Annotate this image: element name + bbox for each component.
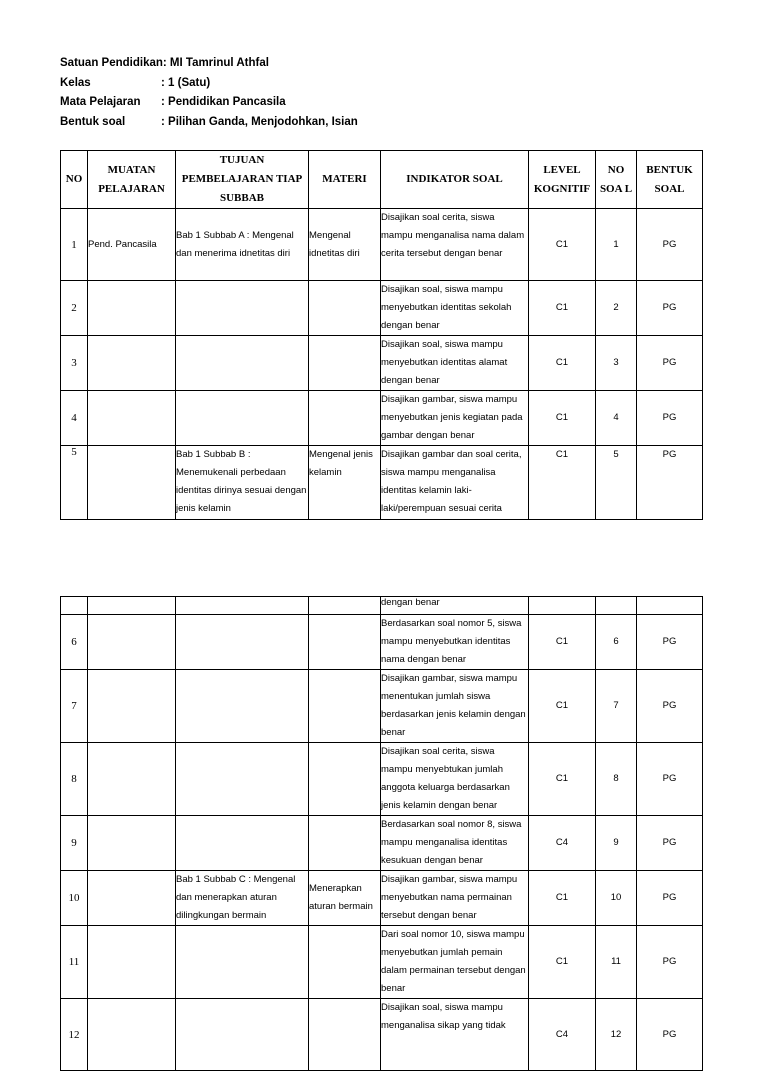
muatan-cell — [88, 926, 176, 999]
column-header-muatan: MUATAN PELAJARAN — [88, 151, 176, 209]
bentuk-cell: PG — [637, 446, 703, 520]
subject-value: : Pendidikan Pancasila — [161, 96, 286, 108]
materi-cell — [309, 597, 381, 615]
indikator-cell: Disajikan gambar, siswa mampu menentukan jumlah siswa berdasarkan jenis kelamin dengan benar — [381, 670, 529, 743]
materi-cell — [309, 391, 381, 446]
indikator-cell: Berdasarkan soal nomor 5, siswa mampu menyebutkan identitas nama dengan benar — [381, 615, 529, 670]
bentuk-cell: PG — [637, 336, 703, 391]
class-value: : 1 (Satu) — [161, 76, 211, 89]
subject-line — [60, 93, 358, 113]
bentuk-cell: PG — [637, 926, 703, 999]
row-number: 10 — [61, 871, 88, 926]
row-number: 8 — [61, 743, 88, 816]
form-label: Bentuk soal — [60, 115, 126, 128]
muatan-cell — [88, 391, 176, 446]
muatan-cell — [88, 816, 176, 871]
row-number — [61, 597, 88, 615]
level-cell — [529, 597, 596, 615]
school-label: Satuan Pendidikan: — [60, 57, 167, 69]
tujuan-cell — [176, 743, 309, 816]
indikator-cell: Disajikan soal cerita, siswa mampu menganalisa nama dalam cerita tersebut dengan benar — [381, 209, 529, 281]
muatan-cell — [88, 871, 176, 926]
table-row — [61, 446, 703, 520]
no-soal-cell: 9 — [596, 816, 637, 871]
level-cell: C1 — [529, 871, 596, 926]
bentuk-cell: PG — [637, 871, 703, 926]
tujuan-cell: Bab 1 Subbab C : Mengenal dan menerapkan aturan dilingkungan bermain — [176, 871, 309, 926]
table-row — [61, 209, 703, 281]
muatan-cell — [88, 670, 176, 743]
row-number: 6 — [61, 615, 88, 670]
row-number: 2 — [61, 281, 88, 336]
indikator-cell: Disajikan soal, siswa mampu menyebutkan identitas sekolah dengan benar — [381, 281, 529, 336]
bentuk-cell: PG — [637, 615, 703, 670]
no-soal-cell: 6 — [596, 615, 637, 670]
bentuk-cell: PG — [637, 281, 703, 336]
indikator-cell: Disajikan gambar, siswa mampu menyebutkan jenis kegiatan pada gambar dengan benar — [381, 391, 529, 446]
materi-cell — [309, 615, 381, 670]
muatan-cell — [88, 281, 176, 336]
row-number: 4 — [61, 391, 88, 446]
no-soal-cell: 11 — [596, 926, 637, 999]
no-soal-cell: 10 — [596, 871, 637, 926]
tujuan-cell: Bab 1 Subbab B : Menemukenali perbedaan identitas dirinya sesuai dengan jenis kelamin — [176, 446, 309, 520]
level-cell: C1 — [529, 743, 596, 816]
bentuk-cell: PG — [637, 743, 703, 816]
indikator-cell: Disajikan soal, siswa mampu menyebutkan identitas alamat dengan benar — [381, 336, 529, 391]
no-soal-cell: 3 — [596, 336, 637, 391]
muatan-cell — [88, 999, 176, 1071]
question-grid-table — [60, 150, 703, 520]
table-row — [61, 597, 703, 615]
muatan-cell — [88, 446, 176, 520]
no-soal-cell: 2 — [596, 281, 637, 336]
tujuan-cell — [176, 336, 309, 391]
tujuan-cell — [176, 615, 309, 670]
class-line — [60, 74, 358, 94]
document-header-info — [60, 54, 358, 132]
bentuk-cell: PG — [637, 816, 703, 871]
tujuan-cell — [176, 926, 309, 999]
level-cell: C1 — [529, 281, 596, 336]
tujuan-cell — [176, 670, 309, 743]
school-value: MI Tamrinul Athfal — [169, 57, 269, 69]
column-header-indikator: INDIKATOR SOAL — [381, 151, 529, 209]
tujuan-cell — [176, 597, 309, 615]
muatan-cell: Pend. Pancasila — [88, 209, 176, 281]
form-line — [60, 113, 358, 133]
materi-cell — [309, 281, 381, 336]
column-header-level: LEVEL KOGNITIF — [529, 151, 596, 209]
bentuk-cell: PG — [637, 999, 703, 1071]
bentuk-cell: PG — [637, 391, 703, 446]
no-soal-cell: 1 — [596, 209, 637, 281]
level-cell: C1 — [529, 670, 596, 743]
materi-cell — [309, 816, 381, 871]
indikator-cell: Disajikan soal, siswa mampu menganalisa sikap yang tidak — [381, 999, 529, 1071]
materi-cell — [309, 670, 381, 743]
no-soal-cell: 12 — [596, 999, 637, 1071]
form-value: : Pilihan Ganda, Menjodohkan, Isian — [161, 115, 358, 128]
level-cell: C1 — [529, 615, 596, 670]
row-number: 5 — [61, 446, 88, 520]
materi-cell — [309, 926, 381, 999]
bentuk-cell: PG — [637, 209, 703, 281]
table-row — [61, 391, 703, 446]
table-row — [61, 336, 703, 391]
row-number: 9 — [61, 816, 88, 871]
materi-cell — [309, 336, 381, 391]
materi-cell: Mengenal idnetitas diri — [309, 209, 381, 281]
no-soal-cell — [596, 597, 637, 615]
muatan-cell — [88, 615, 176, 670]
no-soal-cell: 5 — [596, 446, 637, 520]
table-row — [61, 816, 703, 871]
bentuk-cell — [637, 597, 703, 615]
level-cell: C1 — [529, 391, 596, 446]
subject-label: Mata Pelajaran — [60, 96, 141, 108]
tujuan-cell — [176, 281, 309, 336]
column-header-materi: MATERI — [309, 151, 381, 209]
indikator-cell: Berdasarkan soal nomor 8, siswa mampu menganalisa identitas kesukuan dengan benar — [381, 816, 529, 871]
bentuk-cell: PG — [637, 670, 703, 743]
column-header-no-soal: NO SOA L — [596, 151, 637, 209]
no-soal-cell: 8 — [596, 743, 637, 816]
level-cell: C1 — [529, 336, 596, 391]
indikator-cell: Dari soal nomor 10, siswa mampu menyebutkan jumlah pemain dalam permainan tersebut dengan benar — [381, 926, 529, 999]
table-row — [61, 281, 703, 336]
row-number: 3 — [61, 336, 88, 391]
tujuan-cell — [176, 816, 309, 871]
tujuan-cell — [176, 391, 309, 446]
no-soal-cell: 7 — [596, 670, 637, 743]
muatan-cell — [88, 743, 176, 816]
materi-cell: Mengenal jenis kelamin — [309, 446, 381, 520]
materi-cell — [309, 999, 381, 1071]
muatan-cell — [88, 597, 176, 615]
muatan-cell — [88, 336, 176, 391]
school-line — [60, 54, 358, 74]
column-header-bentuk: BENTUK SOAL — [637, 151, 703, 209]
level-cell: C4 — [529, 999, 596, 1071]
indikator-cell: Disajikan soal cerita, siswa mampu menyebtukan jumlah anggota keluarga berdasarkan jenis kelamin dengan benar — [381, 743, 529, 816]
table-row — [61, 926, 703, 999]
table-row — [61, 615, 703, 670]
level-cell: C1 — [529, 926, 596, 999]
materi-cell — [309, 743, 381, 816]
indikator-cell: Disajikan gambar dan soal cerita, siswa mampu menganalisa identitas kelamin laki-laki/perempuan sesuai cerita — [381, 446, 529, 520]
tujuan-cell — [176, 999, 309, 1071]
indikator-cell: Disajikan gambar, siswa mampu menyebutkan nama permainan tersebut dengan benar — [381, 871, 529, 926]
table-row — [61, 999, 703, 1071]
indikator-cell: dengan benar — [381, 597, 529, 615]
table-row — [61, 670, 703, 743]
no-soal-cell: 4 — [596, 391, 637, 446]
table-row — [61, 871, 703, 926]
row-number: 11 — [61, 926, 88, 999]
question-grid-table-continued — [60, 596, 703, 1071]
row-number: 1 — [61, 209, 88, 281]
table-row — [61, 743, 703, 816]
level-cell: C1 — [529, 446, 596, 520]
materi-cell: Menerapkan aturan bermain — [309, 871, 381, 926]
row-number: 12 — [61, 999, 88, 1071]
column-header-tujuan: TUJUAN PEMBELAJARAN TIAP SUBBAB — [176, 151, 309, 209]
row-number: 7 — [61, 670, 88, 743]
level-cell: C4 — [529, 816, 596, 871]
level-cell: C1 — [529, 209, 596, 281]
class-label: Kelas — [60, 76, 91, 89]
column-header-no: NO — [61, 151, 88, 209]
tujuan-cell: Bab 1 Subbab A : Mengenal dan menerima idnetitas diri — [176, 209, 309, 281]
table-header-row — [61, 151, 703, 209]
